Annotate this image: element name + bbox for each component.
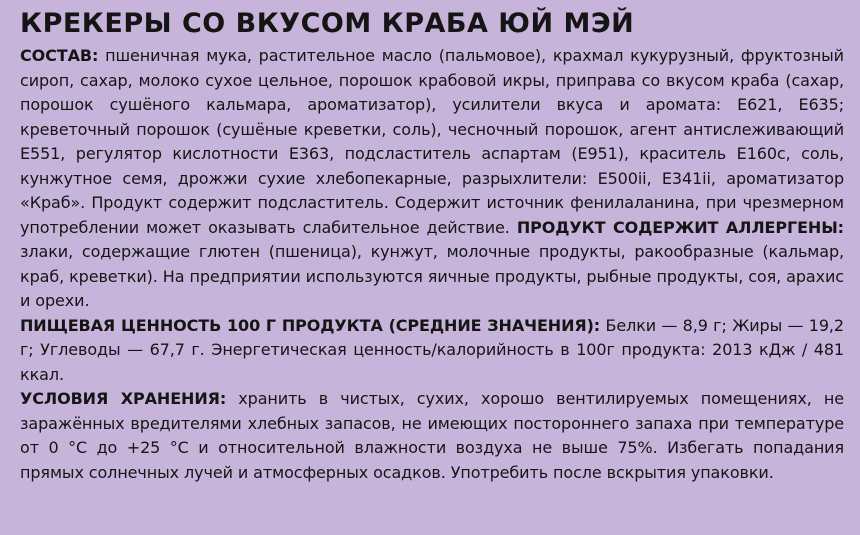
product-title: КРЕКЕРЫ СО ВКУСОМ КРАБА ЮЙ МЭЙ	[20, 8, 635, 39]
composition-text: пшеничная мука, растительное масло (пальмовое), крахмал кукурузный, фруктозный сироп, сахар, молоко сухое цельное, порошок крабовой икры, приправа со вкусом краба (сахар, порошок сушёного кальмара, ароматизатор), усилители вкуса и аромата: Е621, Е635; креветочный порошок (сушёные креветки, соль), чесночный порошок, агент антислеживающий Е551, регулятор кислотности Е363, подсластитель аспартам (Е951), краситель Е160с, соль, кунжутное семя, дрожжи сухие хлебопекарные, разрыхлители: Е500ii, Е341ii, ароматизатор «Краб». Продукт содержит подсластитель. Содержит источник фенилаланина, при чрезмерном употреблении может оказывать слабительное действие.	[20, 46, 844, 237]
composition-section	[20, 44, 844, 314]
allergens-text: злаки, содержащие глютен (пшеница), кунжут, молочные продукты, ракообразные (кальмар, краб, креветки). На предприятии используются яичные продукты, рыбные продукты, соя, арахис и орехи.	[20, 242, 844, 310]
storage-text: хранить в чистых, сухих, хорошо вентилируемых помещениях, не заражённых вредителями хлебных запасов, не имеющих постороннего запаха при температуре от 0 °С до +25 °С и относительной влажности воздуха не выше 75%. Избегать попадания прямых солнечных лучей и атмосферных осадков. Употребить после вскрытия упаковки.	[20, 389, 844, 482]
nutrition-section	[20, 314, 844, 388]
storage-heading: УСЛОВИЯ ХРАНЕНИЯ:	[20, 389, 227, 408]
storage-section	[20, 387, 844, 485]
nutrition-text: Белки — 8,9 г; Жиры — 19,2 г; Углеводы — 67,7 г. Энергетическая ценность/калорийность в 100г продукта: 2013 кДж / 481 ккал.	[20, 315, 844, 384]
label-body	[20, 44, 844, 485]
nutrition-heading: ПИЩЕВАЯ ЦЕННОСТЬ 100 Г ПРОДУКТА (СРЕДНИЕ ЗНАЧЕНИЯ):	[20, 315, 601, 335]
allergens-heading: ПРОДУКТ СОДЕРЖИТ АЛЛЕРГЕНЫ:	[516, 217, 844, 237]
composition-heading: СОСТАВ:	[20, 46, 99, 65]
